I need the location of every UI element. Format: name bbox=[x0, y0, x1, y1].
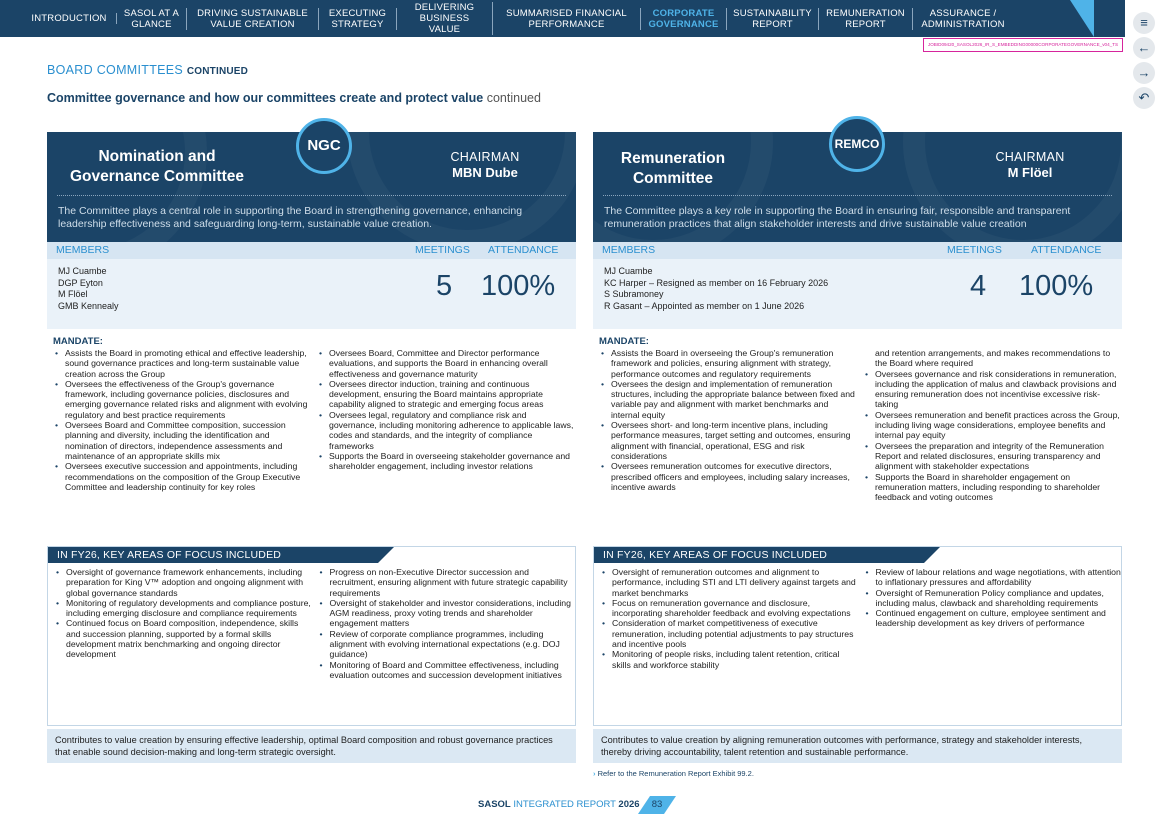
ngc-mandate-col1 bbox=[53, 348, 311, 492]
bullet-item: • Oversight of remuneration outcomes and alignment to performance, including STI and LTI delivery against targets and market benchmarks bbox=[600, 567, 858, 598]
bullet-item: • Oversees executive succession and appointments, including recommendations on the composition of the Group Executive Committee and leadership continuity for key roles bbox=[53, 461, 311, 492]
bullet-item: • Oversees legal, regulatory and compliance risk and governance, including monitoring adherence to applicable laws, codes and standards, and the integrity of compliance frameworks bbox=[317, 410, 575, 451]
remco-attendance-value: 100% bbox=[1019, 270, 1094, 302]
bullet-item: • Oversees governance and risk considerations in remuneration, including the application of malus and clawback provisions and ensuring remuneration does not incentivise excessive risk-taking bbox=[863, 369, 1121, 410]
ngc-member-list bbox=[58, 266, 119, 312]
footer-report-name: INTEGRATED REPORT bbox=[513, 799, 616, 810]
remco-focus-col1 bbox=[600, 567, 858, 670]
meetings-label: MEETINGS bbox=[415, 244, 470, 256]
member-name: DGP Eyton bbox=[58, 277, 103, 288]
bullet-item: • Progress on non-Executive Director succession and recruitment, ensuring alignment with future strategic capability requirements bbox=[318, 567, 576, 598]
bullet-item: • Monitoring of regulatory developments and compliance posture, including emerging disclosure and compliance requirements bbox=[54, 598, 312, 619]
meetings-label: MEETINGS bbox=[947, 244, 1002, 256]
chairman-label: CHAIRMAN bbox=[450, 150, 520, 164]
page-heading-bold: Committee governance and how our committees create and protect value bbox=[47, 91, 484, 105]
remco-description: The Committee plays a key role in supporting the Board in ensuring fair, responsible and transparent remuneration practices that align stakeholder interests and drive sustainable value creation bbox=[604, 205, 1071, 230]
ngc-focus-title: IN FY26, KEY AREAS OF FOCUS INCLUDED bbox=[48, 547, 378, 563]
document-reference-stamp: JOBID09420_SASOL2026_IR_S_EMBEDDING00000CORPORATEGOVERNANCE_v04_TS bbox=[923, 38, 1123, 52]
remco-member-list bbox=[604, 266, 828, 312]
back-arrow-icon[interactable]: ← bbox=[1133, 37, 1155, 59]
ngc-committee-name: Nomination and Governance Committee bbox=[70, 148, 244, 185]
member-name: M Flöel bbox=[58, 289, 88, 299]
attendance-label: ATTENDANCE bbox=[1031, 244, 1102, 256]
ngc-meetings-count: 5 bbox=[436, 270, 453, 302]
bullet-item: • Oversight of governance framework enhancements, including preparation for King V™ adoption and ongoing alignment with global governance standards bbox=[54, 567, 312, 598]
remco-mandate-title: MANDATE: bbox=[599, 336, 649, 347]
nav-item[interactable]: ASSURANCE / ADMINISTRATION bbox=[921, 7, 1005, 30]
members-label: MEMBERS bbox=[602, 244, 656, 256]
ngc-mandate bbox=[47, 348, 576, 492]
nav-accent-block bbox=[1094, 0, 1124, 37]
section-title-main: BOARD COMMITTEES bbox=[47, 63, 184, 77]
remco-mandate-continuation: and retention arrangements, and makes recommendations to the Board where required bbox=[875, 348, 1111, 369]
bullet-item: • Oversight of stakeholder and investor considerations, including AGM readiness, proxy voting trends and shareholder engagement matters bbox=[318, 598, 576, 629]
remco-badge: REMCO bbox=[829, 116, 885, 172]
ngc-badge: NGC bbox=[296, 118, 352, 174]
bullet-item: • Oversees Board and Committee composition, succession planning and diversity, including the identification and nomination of directors, independence assessments and maintenance of an appropriate skills mix bbox=[53, 420, 311, 461]
cross-reference-text: Refer to the Remuneration Report Exhibit 99.2. bbox=[597, 769, 754, 778]
remco-mandate-col2 bbox=[863, 369, 1121, 503]
members-label: MEMBERS bbox=[56, 244, 110, 256]
nav-item[interactable]: EXECUTING STRATEGY bbox=[319, 8, 397, 30]
nav-item[interactable]: SUSTAINABILITY REPORT bbox=[727, 8, 819, 30]
remco-mandate bbox=[593, 348, 1122, 502]
member-name: MJ Cuambe bbox=[604, 266, 653, 276]
nav-item[interactable]: SUMMARISED FINANCIAL PERFORMANCE bbox=[493, 8, 641, 30]
bullet-item: • Oversees the design and implementation of remuneration structures, including the appropriate balance between fixed and variable pay and alignment with market benchmarks and internal equity bbox=[599, 379, 857, 420]
page-footer bbox=[478, 795, 640, 815]
ngc-focus-col2 bbox=[318, 567, 576, 680]
ngc-members-header bbox=[47, 242, 576, 259]
return-icon[interactable]: ↶ bbox=[1133, 87, 1155, 109]
dotted-divider bbox=[57, 195, 566, 196]
section-title-suffix: CONTINUED bbox=[186, 66, 249, 77]
member-name: MJ Cuambe bbox=[58, 266, 107, 276]
remco-focus-col2 bbox=[864, 567, 1122, 629]
top-navigation-bar bbox=[0, 0, 1125, 37]
ngc-panel bbox=[47, 132, 576, 492]
bullet-item: • Monitoring of people risks, including talent retention, critical skills and workforce stability bbox=[600, 649, 858, 670]
footer-brand: SASOL bbox=[478, 799, 511, 810]
bullet-item: • Continued engagement on culture, employee sentiment and leadership development as key drivers of performance bbox=[864, 608, 1122, 629]
page-heading-rest: continued bbox=[486, 91, 541, 105]
bullet-item: • Assists the Board in promoting ethical and effective leadership, sound governance practices and long-term sustainable value creation across the Group bbox=[53, 348, 311, 379]
bullet-item: • Oversees director induction, training and continuous development, ensuring the Board maintains appropriate capability aligned to strategic and emerging focus areas bbox=[317, 379, 575, 410]
ngc-description: The Committee plays a central role in supporting the Board in strengthening governance, enhancing leadership effectiveness and safeguarding long-term, sustainable value creation. bbox=[58, 205, 523, 230]
nav-item[interactable]: REMUNERATION REPORT bbox=[819, 8, 913, 30]
nav-item[interactable]: DELIVERING BUSINESS VALUE bbox=[397, 2, 493, 35]
ngc-attendance-value: 100% bbox=[481, 270, 556, 302]
cross-reference-link[interactable] bbox=[593, 769, 754, 778]
member-name: KC Harper – Resigned as member on 16 February 2026 bbox=[604, 277, 829, 288]
remco-chairman bbox=[955, 150, 1105, 181]
bullet-item: • Oversees remuneration outcomes for executive directors, prescribed officers and employees, including salary increases, incentive awards bbox=[599, 461, 857, 492]
page-number: 83 bbox=[651, 799, 663, 810]
bullet-item: • Oversees the effectiveness of the Group's governance framework, including governance policies, disclosures and emerging governance related risks and alignment with evolving regulatory and best practice requirements bbox=[53, 379, 311, 420]
ngc-contribution: Contributes to value creation by ensuring effective leadership, optimal Board composition and robust governance practices that enable sound decision-making and long-term strategic oversight. bbox=[47, 729, 576, 763]
chairman-name: M Flöel bbox=[1007, 165, 1053, 180]
member-name: S Subramoney bbox=[604, 289, 664, 299]
page-number-tab bbox=[638, 796, 678, 814]
bullet-item: • Consideration of market competitiveness of executive remuneration, including potential adjustments to pay structures and incentive pools bbox=[600, 618, 858, 649]
ngc-mandate-col2 bbox=[317, 348, 575, 472]
bullet-item: • Review of corporate compliance programmes, including alignment with evolving international expectations (e.g. DOJ guidance) bbox=[318, 629, 576, 660]
bullet-item: • Oversees the preparation and integrity of the Remuneration Report and related disclosures, ensuring transparency and alignment with stakeholder expectations bbox=[863, 441, 1121, 472]
member-name: R Gasant – Appointed as member on 1 June 2026 bbox=[604, 300, 805, 311]
section-title bbox=[47, 63, 248, 77]
remco-committee-name: Remuneration Committee bbox=[620, 150, 726, 187]
page-heading bbox=[47, 91, 541, 105]
dotted-divider bbox=[603, 195, 1112, 196]
ngc-mandate-title: MANDATE: bbox=[53, 336, 103, 347]
bullet-item: • Monitoring of Board and Committee effectiveness, including evaluation outcomes and succession development initiatives bbox=[318, 660, 576, 681]
footer-year: 2026 bbox=[618, 799, 640, 810]
ngc-focus-box bbox=[47, 546, 576, 726]
member-name: GMB Kennealy bbox=[58, 300, 119, 311]
remco-panel bbox=[593, 132, 1122, 502]
bullet-item: • Continued focus on Board composition, independence, skills and succession planning, supported by a formal skills development matrix benchmarking and ongoing director development bbox=[54, 618, 312, 659]
remco-focus-title: IN FY26, KEY AREAS OF FOCUS INCLUDED bbox=[594, 547, 924, 563]
bullet-item: • Oversees Board, Committee and Director performance evaluations, and supports the Board in enhancing overall effectiveness and governance maturity bbox=[317, 348, 575, 379]
ngc-focus-col1 bbox=[54, 567, 312, 660]
nav-item[interactable]: DRIVING SUSTAINABLE VALUE CREATION bbox=[187, 8, 319, 30]
bullet-item: • Assists the Board in overseeing the Group's remuneration framework and policies, ensuring alignment with strategy, performance outcomes and regulatory requirements bbox=[599, 348, 857, 379]
chairman-name: MBN Dube bbox=[452, 165, 518, 180]
bullet-item: • Review of labour relations and wage negotiations, with attention to inflationary pressures and affordability bbox=[864, 567, 1122, 588]
bullet-item: • Supports the Board in overseeing stakeholder governance and shareholder engagement, including investor relations bbox=[317, 451, 575, 472]
forward-arrow-icon[interactable]: → bbox=[1133, 62, 1155, 84]
bullet-item: • Oversight of Remuneration Policy compliance and updates, including malus, clawback and shareholding requirements bbox=[864, 588, 1122, 609]
remco-mandate-col1 bbox=[599, 348, 857, 492]
remco-contribution: Contributes to value creation by aligning remuneration outcomes with performance, strategy and stakeholder interests, thereby driving accountability, talent retention and sustainable performance. bbox=[593, 729, 1122, 763]
bullet-item: • Supports the Board in shareholder engagement on remuneration matters, including responding to shareholder feedback and voting outcomes bbox=[863, 472, 1121, 503]
ngc-chairman bbox=[410, 150, 560, 181]
bullet-item: • Oversees remuneration and benefit practices across the Group, including living wage considerations, employee benefits and internal pay equity bbox=[863, 410, 1121, 441]
attendance-label: ATTENDANCE bbox=[488, 244, 559, 256]
remco-focus-box bbox=[593, 546, 1122, 726]
menu-icon[interactable]: ≡ bbox=[1133, 12, 1155, 34]
ngc-members-body bbox=[47, 259, 576, 329]
remco-members-header bbox=[593, 242, 1122, 259]
bullet-item: • Focus on remuneration governance and disclosure, incorporating shareholder feedback and evolving expectations bbox=[600, 598, 858, 619]
nav-item[interactable]: INTRODUCTION bbox=[22, 13, 117, 24]
chairman-label: CHAIRMAN bbox=[995, 150, 1065, 164]
chevron-right-icon: › bbox=[593, 769, 596, 778]
nav-item[interactable]: CORPORATE GOVERNANCE bbox=[641, 8, 727, 30]
bullet-item: • Oversees short- and long-term incentive plans, including performance measures, target setting and outcomes, ensuring alignment with financial, operational, ESG and risk considerations bbox=[599, 420, 857, 461]
nav-item[interactable]: SASOL AT A GLANCE bbox=[117, 8, 187, 30]
nav-accent-stripe bbox=[1070, 0, 1094, 37]
nav-items bbox=[22, 0, 1013, 37]
remco-members-body bbox=[593, 259, 1122, 329]
remco-meetings-count: 4 bbox=[970, 270, 987, 302]
